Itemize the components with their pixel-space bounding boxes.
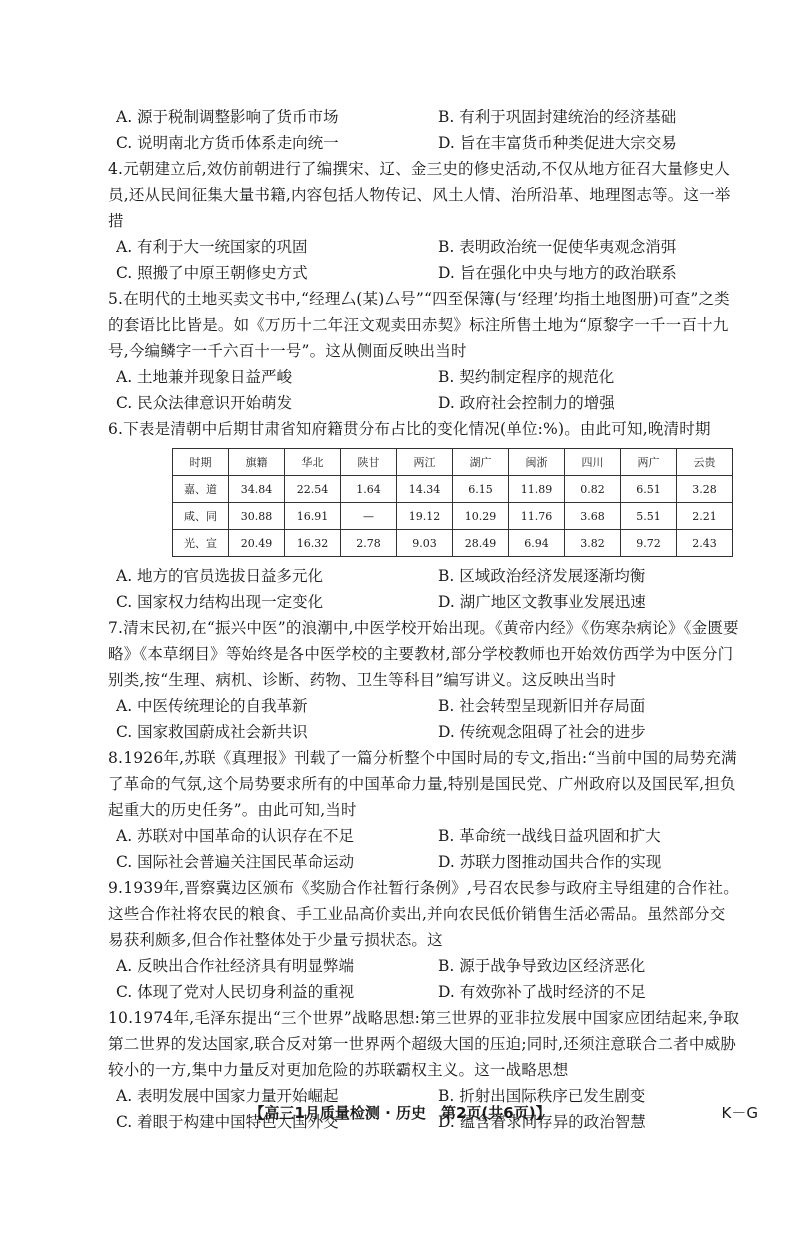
- q10-option-a[interactable]: A. 表明发展中国家力量开始崛起: [116, 1087, 339, 1105]
- q7-option-a[interactable]: A. 中医传统理论的自我革新: [116, 697, 308, 715]
- table-header-cell: 云贵: [677, 449, 733, 476]
- table-cell: 2.43: [677, 530, 733, 557]
- table-cell: 6.94: [509, 530, 565, 557]
- table-header-cell: 两江: [397, 449, 453, 476]
- q7-option-c[interactable]: C. 国家救国蔚成社会新共识: [116, 723, 308, 741]
- q7-stem: 7.清末民初,在“振兴中医”的浪潮中,中医学校开始出现。《黄帝内经》《伤寒杂病论》《金匮要略》《本草纲目》等始终是各中医学校的主要教材,部分学校教师也开始效仿西学为中医分门别类,按“生理、病机、诊断、药物、卫生等科目”编写讲义。这反映出当时: [108, 619, 739, 689]
- q9-option-c[interactable]: C. 体现了党对人民切身利益的重视: [116, 983, 355, 1001]
- table-cell: 14.34: [397, 476, 453, 503]
- q8-option-d[interactable]: D. 苏联力图推动国共合作的实现: [438, 853, 662, 871]
- table-cell: 19.12: [397, 503, 453, 530]
- table-cell: 2.21: [677, 503, 733, 530]
- table-cell: 3.68: [565, 503, 621, 530]
- q8-option-c[interactable]: C. 国际社会普遍关注国民革命运动: [116, 853, 355, 871]
- q6-option-b[interactable]: B. 区域政治经济发展逐渐均衡: [438, 567, 646, 585]
- q4-option-c[interactable]: C. 照搬了中原王朝修史方式: [116, 264, 308, 282]
- table-header-row: [173, 449, 733, 476]
- table-cell: 5.51: [621, 503, 677, 530]
- q5-stem: 5.在明代的土地买卖文书中,“经理厶(某)厶号”“四至保簿(与‘经理’均指土地图册)可查”之类的套语比比皆是。如《万历十二年汪文观卖田赤契》标注所售土地为“原黎字一千一百十九号,今编鳞字一千六百十一号”。这从侧面反映出当时: [108, 290, 730, 360]
- table-cell: 3.82: [565, 530, 621, 557]
- q6-option-c[interactable]: C. 国家权力结构出现一定变化: [116, 593, 324, 611]
- q5-option-b[interactable]: B. 契约制定程序的规范化: [438, 368, 615, 386]
- q6-option-d[interactable]: D. 湖广地区文教事业发展迅速: [438, 593, 646, 611]
- q5-option-d[interactable]: D. 政府社会控制力的增强: [438, 394, 615, 412]
- q3-option-d[interactable]: D. 旨在丰富货币种类促进大宗交易: [438, 134, 677, 152]
- table-cell: 1.64: [341, 476, 397, 503]
- q4-option-a[interactable]: A. 有利于大一统国家的巩固: [116, 238, 308, 256]
- table-cell: 34.84: [229, 476, 285, 503]
- q10-option-d[interactable]: D. 蕴含着求同存异的政治智慧: [438, 1113, 646, 1131]
- table-header-cell: 两广: [621, 449, 677, 476]
- table-cell: 0.82: [565, 476, 621, 503]
- q4-option-b[interactable]: B. 表明政治统一促使华夷观念消弭: [438, 238, 677, 256]
- q8-option-b[interactable]: B. 革命统一战线日益巩固和扩大: [438, 827, 661, 845]
- q3-option-c[interactable]: C. 说明南北方货币体系走向统一: [116, 134, 339, 152]
- q9-option-b[interactable]: B. 源于战争导致边区经济恶化: [438, 957, 646, 975]
- table-header-cell: 华北: [285, 449, 341, 476]
- paper-code: K－G: [721, 1104, 758, 1122]
- table-header-cell: 时期: [173, 449, 229, 476]
- table-cell: 2.78: [341, 530, 397, 557]
- q6-stem: 6.下表是清朝中后期甘肃省知府籍贯分布占比的变化情况(单位:%)。由此可知,晚清时期: [108, 420, 711, 438]
- table-cell: 6.15: [453, 476, 509, 503]
- table-row: [173, 503, 733, 530]
- q7-options: [108, 693, 740, 745]
- q4-options: [108, 234, 740, 286]
- table-cell: 30.88: [229, 503, 285, 530]
- q10-option-c[interactable]: C. 着眼于构建中国特色大国外交: [116, 1113, 339, 1131]
- q4-stem: 4.元朝建立后,效仿前朝进行了编撰宋、辽、金三史的修史活动,不仅从地方征召大量修史人员,还从民间征集大量书籍,内容包括人物传记、风土人情、治所沿革、地理图志等。这一举措: [108, 160, 731, 230]
- table-cell: —: [341, 503, 397, 530]
- q9-stem: 9.1939年,晋察冀边区颁布《奖励合作社暂行条例》,号召农民参与政府主导组建的合作社。这些合作社将农民的粮食、手工业品高价卖出,并向农民低价销售生活必需品。虽然部分交易获利颇多,但合作社整体处于少量亏损状态。这: [108, 879, 739, 949]
- q5-option-a[interactable]: A. 土地兼并现象日益严峻: [116, 368, 293, 386]
- table-header-cell: 陕甘: [341, 449, 397, 476]
- q3-option-b[interactable]: B. 有利于巩固封建统治的经济基础: [438, 108, 677, 126]
- q9-option-a[interactable]: A. 反映出合作社经济具有明显弊端: [116, 957, 355, 975]
- table-cell: 9.72: [621, 530, 677, 557]
- table-row: [173, 530, 733, 557]
- q9-options: [108, 953, 740, 1005]
- table-cell: 10.29: [453, 503, 509, 530]
- q10-stem: 10.1974年,毛泽东提出“三个世界”战略思想:第三世界的亚非拉发展中国家应团结起来,争取第二世界的发达国家,联合反对第一世界两个超级大国的压迫;同时,还须注意联合二者中威胁较小的一方,集中力量反对更加危险的苏联霸权主义。这一战略思想: [108, 1009, 740, 1079]
- table-header-cell: 湖广: [453, 449, 509, 476]
- table-cell: 20.49: [229, 530, 285, 557]
- q10-option-b[interactable]: B. 折射出国际秩序已发生剧变: [438, 1087, 646, 1105]
- table-header-cell: 旗籍: [229, 449, 285, 476]
- table-cell: 咸、同: [173, 503, 229, 530]
- q5-options: [108, 364, 740, 416]
- table-header-cell: 闽浙: [509, 449, 565, 476]
- table-cell: 光、宣: [173, 530, 229, 557]
- q8-stem: 8.1926年,苏联《真理报》刊载了一篇分析整个中国时局的专文,指出:“当前中国的局势充满了革命的气氛,这个局势要求所有的中国革命力量,特别是国民党、广州政府以及国民军,担负起重大的历史任务”。由此可知,当时: [108, 749, 737, 819]
- table-cell: 28.49: [453, 530, 509, 557]
- table-cell: 11.76: [509, 503, 565, 530]
- q6-option-a[interactable]: A. 地方的官员选拔日益多元化: [116, 567, 324, 585]
- q4-option-d[interactable]: D. 旨在强化中央与地方的政治联系: [438, 264, 677, 282]
- table-cell: 9.03: [397, 530, 453, 557]
- table-cell: 3.28: [677, 476, 733, 503]
- q3-option-a[interactable]: A. 源于税制调整影响了货币市场: [116, 108, 339, 126]
- table-cell: 22.54: [285, 476, 341, 503]
- q8-options: [108, 823, 740, 875]
- table-header-cell: 四川: [565, 449, 621, 476]
- q7-option-b[interactable]: B. 社会转型呈现新旧并存局面: [438, 697, 646, 715]
- table-row: [173, 476, 733, 503]
- q7-option-d[interactable]: D. 传统观念阻碍了社会的进步: [438, 723, 646, 741]
- table-cell: 11.89: [509, 476, 565, 503]
- table-cell: 6.51: [621, 476, 677, 503]
- q9-option-d[interactable]: D. 有效弥补了战时经济的不足: [438, 983, 646, 1001]
- q8-option-a[interactable]: A. 苏联对中国革命的认识存在不足: [116, 827, 355, 845]
- exam-page: [0, 104, 800, 1237]
- table-cell: 16.32: [285, 530, 341, 557]
- page-footer: 【高三1月质量检测 · 历史 第2页(共6页)】: [249, 1104, 551, 1122]
- table-cell: 嘉、道: [173, 476, 229, 503]
- q6-options: [108, 563, 740, 615]
- q6-data-table: [172, 448, 733, 557]
- table-cell: 16.91: [285, 503, 341, 530]
- q3-options: [108, 104, 740, 156]
- q5-option-c[interactable]: C. 民众法律意识开始萌发: [116, 394, 293, 412]
